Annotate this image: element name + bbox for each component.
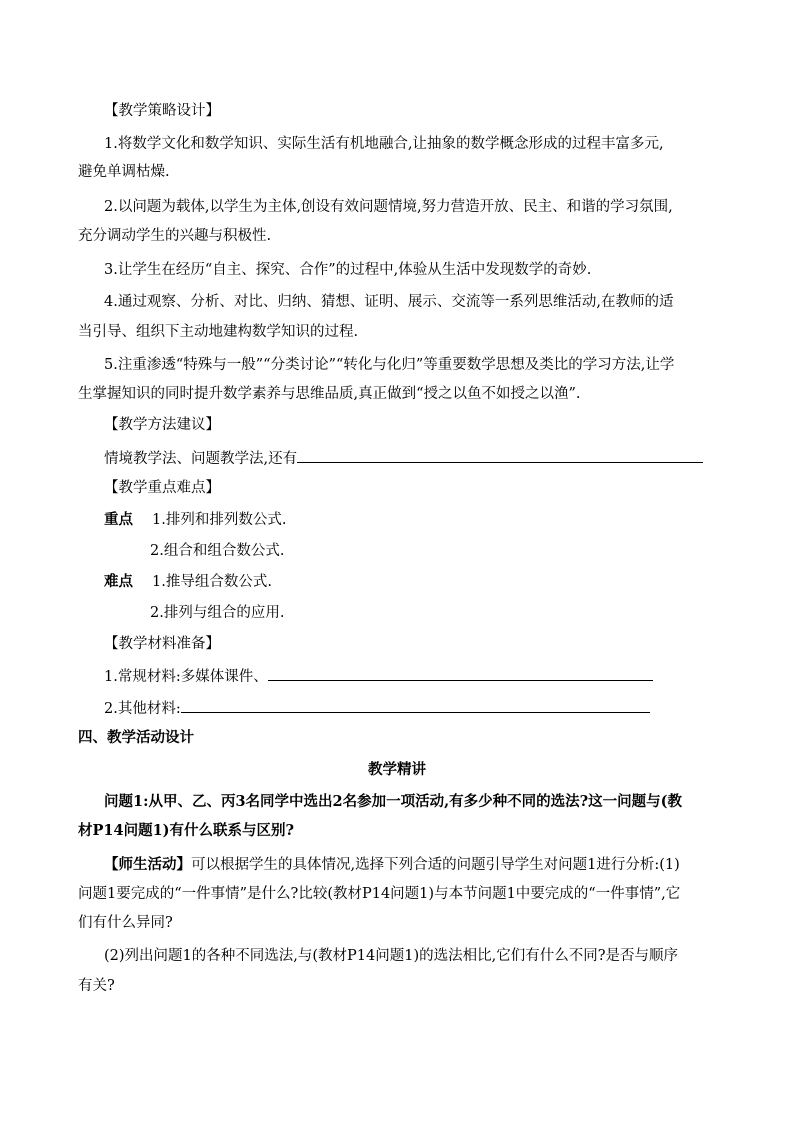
activity-label: 【师生活动】 <box>104 856 191 873</box>
method-blank-field[interactable] <box>297 447 703 463</box>
activity-text-1: 可以根据学生的具体情况,选择下列合适的问题引导学生对问题1进行分析:(1) <box>191 857 680 873</box>
method-line <box>104 447 724 469</box>
activity-p2-line2: 有关? <box>78 978 115 994</box>
method-heading: 【教学方法建议】 <box>104 417 220 433</box>
section4-subtitle: 教学精讲 <box>368 761 426 778</box>
key-item-2: 2.组合和组合数公式. <box>150 543 285 559</box>
materials-blank-2[interactable] <box>181 697 650 713</box>
activity-line2: 问题1要完成的“一件事情”是什么?比较(教材P14问题1)与本节问题1中要完成的“一件事情”,它 <box>78 886 681 902</box>
keypoints-heading: 【教学重点难点】 <box>104 480 220 496</box>
activity-line3: 们有什么异同? <box>78 915 173 931</box>
diff-label: 难点 <box>104 573 133 590</box>
materials-blank-1[interactable] <box>268 665 653 681</box>
diff-item-1: 1.推导组合数公式. <box>152 574 272 590</box>
strategy-p1-line2: 避免单调枯燥. <box>78 164 170 180</box>
key-item-1: 1.排列和排列数公式. <box>152 512 287 528</box>
diff-row-1 <box>104 572 724 592</box>
strategy-heading: 【教学策略设计】 <box>104 103 220 119</box>
strategy-p5-line2: 生掌握知识的同时提升数学素养与思维品质,真正做到“授之以鱼不如授之以渔”. <box>78 386 581 402</box>
question1-line2: 材P14问题1)有什么联系与区别? <box>78 822 295 839</box>
method-text: 情境教学法、问题教学法,还有 <box>104 451 298 467</box>
key-label: 重点 <box>104 511 133 528</box>
strategy-p2-line2: 充分调动学生的兴趣与积极性. <box>78 228 272 244</box>
key-row-1 <box>104 510 724 530</box>
section4-heading: 四、教学活动设计 <box>78 729 194 746</box>
materials-item-2: 2.其他材料: <box>104 701 181 717</box>
strategy-p2-line1: 2.以问题为载体,以学生为主体,创设有效问题情境,努力营造开放、民主、和谐的学习氛围, <box>104 199 673 215</box>
activity-line1 <box>104 855 724 875</box>
materials-row-1 <box>104 665 724 687</box>
materials-row-2 <box>104 697 724 719</box>
diff-item-2: 2.排列与组合的应用. <box>150 605 285 621</box>
strategy-p5-line1: 5.注重渗透“特殊与一般”“分类讨论”“转化与化归”等重要数学思想及类比的学习方法,让学 <box>104 357 675 373</box>
question1-line1: 问题1:从甲、乙、丙3名同学中选出2名参加一项活动,有多少种不同的选法?这一问题与(教 <box>104 793 683 810</box>
strategy-p4-line2: 当引导、组织下主动地建构数学知识的过程. <box>78 324 359 340</box>
strategy-p4-line1: 4.通过观察、分析、对比、归纳、猜想、证明、展示、交流等一系列思维活动,在教师的适 <box>104 294 674 310</box>
activity-p2-line1: (2)列出问题1的各种不同选法,与(教材P14问题1)的选法相比,它们有什么不同?是否与顺序 <box>104 948 679 964</box>
strategy-p1-line1: 1.将数学文化和数学知识、实际生活有机地融合,让抽象的数学概念形成的过程丰富多元, <box>104 136 664 152</box>
strategy-p3-line1: 3.让学生在经历“自主、探究、合作”的过程中,体验从生活中发现数学的奇妙. <box>104 262 592 278</box>
materials-heading: 【教学材料准备】 <box>104 636 220 652</box>
materials-item-1: 1.常规材料:多媒体课件、 <box>104 669 268 685</box>
